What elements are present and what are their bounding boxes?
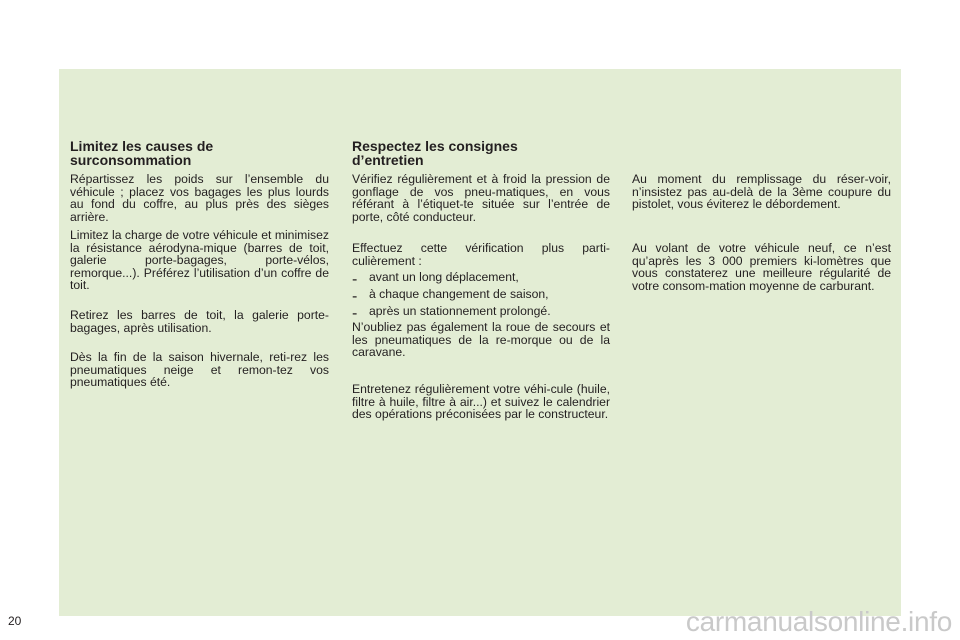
dash-bullet: - [352,305,358,322]
paragraph-weight: Répartissez les poids sur l’ensemble du véhicule ; placez vos bagages les plus lourds au fond du coffre, au plus près des sièges arrière. [70,172,329,224]
section-title-consumption: Limitez les causes de surconsommation [70,138,214,168]
list-item-text: à chaque changement de saison, [369,287,549,301]
paragraph-service: Entretenez régulièrement votre véhi-cule (huile, filtre à huile, filtre à air...) et suivez le calendrier des opérations préconisées par le constructeur. [352,382,610,422]
page-number: 20 [8,614,22,628]
paragraph-new-vehicle: Au volant de votre véhicule neuf, ce n’est qu’après les 3 000 premiers ki-lomètres que vous constaterez une meilleure régularité de votre consom-mation moyenne de carburant. [632,241,891,293]
watermark-text: carmanualsonline.info [685,606,952,637]
dash-bullet: - [352,271,358,288]
paragraph-check: Effectuez cette vérification plus parti-culièrement : [352,241,610,268]
paragraph-refuelling: Au moment du remplissage du réser-voir, n’insistez pas au-delà de la 3ème coupure du pistolet, vous éviterez le débordement. [632,172,891,212]
paragraph-tyres-winter: Dès la fin de la saison hivernale, reti-rez les pneumatiques neige et remon-tez vos pneumatiques été. [70,350,329,390]
list-item-text: avant un long déplacement, [369,270,519,284]
content-panel [59,69,901,616]
paragraph-spare-wheel: N’oubliez pas également la roue de secours et les pneumatiques de la re-morque ou de la caravane. [352,320,610,360]
dash-bullet: - [352,288,358,305]
paragraph-load: Limitez la charge de votre véhicule et minimisez la résistance aérodyna-mique (barres de toit, galerie porte-bagages, porte-vélos, remorque...). Préférez l’utilisation d’un coffre de toit. [70,228,329,293]
paragraph-roof-bars: Retirez les barres de toit, la galerie porte-bagages, après utilisation. [70,308,329,335]
paragraph-tyre-pressure: Vérifiez régulièrement et à froid la pression de gonflage de vos pneu-matiques, en vous référant à l’étiquet-te située sur l’entrée de porte, côté conducteur. [352,172,610,224]
section-title-maintenance: Respectez les consignes d’entretien [352,138,518,168]
list-item-text: après un stationnement prolongé. [369,304,551,318]
